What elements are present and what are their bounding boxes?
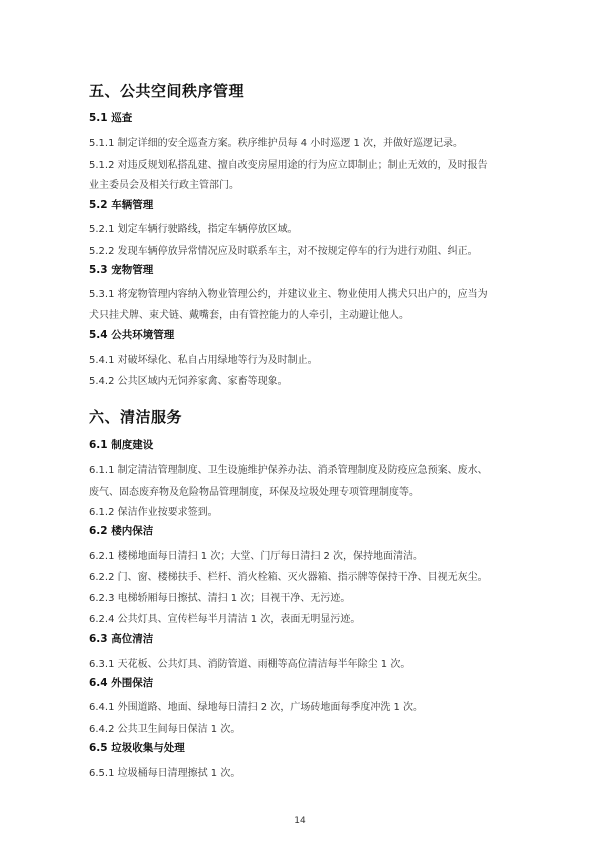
paragraph-6-1-1-line1: 6.1.1 制定清洁管理制度、卫生设施维护保养办法、消杀管理制度及防疫应急预案、废水、 [89,465,488,476]
paragraph-5-2-2: 5.2.2 发现车辆停放异常情况应及时联系车主，对不按规定停车的行为进行劝阻、纠正。 [89,246,478,257]
section-heading-5: 五、公共空间秩序管理 [89,82,245,100]
paragraph-6-3-1: 6.3.1 天花板、公共灯具、消防管道、雨棚等高位清洁每半年除尘 1 次。 [89,659,411,670]
paragraph-6-4-2: 6.4.2 公共卫生间每日保洁 1 次。 [89,724,241,735]
subheading-5-3: 5.3 宠物管理 [89,264,154,276]
subheading-5-4: 5.4 公共环境管理 [89,329,175,341]
paragraph-6-2-2: 6.2.2 门、窗、楼梯扶手、栏杆、消火栓箱、灭火器箱、指示牌等保持干净、目视无灰尘。 [89,572,488,583]
paragraph-6-1-1-line2: 废气、固态废弃物及危险物品管理制度，环保及垃圾处理专项管理制度等。 [89,487,419,498]
paragraph-5-1-1: 5.1.1 制定详细的安全巡查方案。秩序维护员每 4 小时巡逻 1 次，并做好巡逻记录。 [89,138,464,149]
paragraph-5-4-1: 5.4.1 对破坏绿化、私自占用绿地等行为及时制止。 [89,355,318,366]
paragraph-6-2-3: 6.2.3 电梯轿厢每日擦拭、清扫 1 次；目视干净、无污迹。 [89,593,351,604]
subheading-6-5: 6.5 垃圾收集与处理 [89,742,185,754]
subheading-6-2: 6.2 楼内保洁 [89,525,154,537]
paragraph-5-4-2: 5.4.2 公共区域内无饲养家禽、家畜等现象。 [89,376,288,387]
paragraph-5-1-2-line1: 5.1.2 对违反规划私搭乱建、擅自改变房屋用途的行为应立即制止；制止无效的，及时报告 [89,160,488,171]
subheading-5-2: 5.2 车辆管理 [89,199,154,211]
subheading-6-1: 6.1 制度建设 [89,439,154,451]
paragraph-6-4-1: 6.4.1 外围道路、地面、绿地每日清扫 2 次，广场砖地面每季度冲洗 1 次。 [89,702,424,713]
page-number: 14 [294,816,306,826]
subheading-5-1: 5.1 巡查 [89,112,133,124]
section-heading-6: 六、清洁服务 [89,408,183,426]
subheading-6-3: 6.3 高位清洁 [89,633,154,645]
subheading-6-4: 6.4 外围保洁 [89,677,154,689]
paragraph-5-3-1-line1: 5.3.1 将宠物管理内容纳入物业管理公约，并建议业主、物业使用人携犬只出户的，应当为 [89,289,488,300]
paragraph-6-5-1: 6.5.1 垃圾桶每日清理擦拭 1 次。 [89,768,241,779]
paragraph-6-2-1: 6.2.1 楼梯地面每日清扫 1 次；大堂、门厅每日清扫 2 次，保持地面清洁。 [89,551,424,562]
paragraph-5-2-1: 5.2.1 划定车辆行驶路线，指定车辆停放区域。 [89,224,298,235]
paragraph-5-3-1-line2: 犬只挂犬牌、束犬链、戴嘴套，由有管控能力的人牵引，主动避让他人。 [89,310,409,321]
paragraph-6-2-4: 6.2.4 公共灯具、宣传栏每半月清洁 1 次，表面无明显污迹。 [89,614,361,625]
paragraph-6-1-2: 6.1.2 保洁作业按要求签到。 [89,507,218,518]
paragraph-5-1-2-line2: 业主委员会及相关行政主管部门。 [89,180,239,191]
